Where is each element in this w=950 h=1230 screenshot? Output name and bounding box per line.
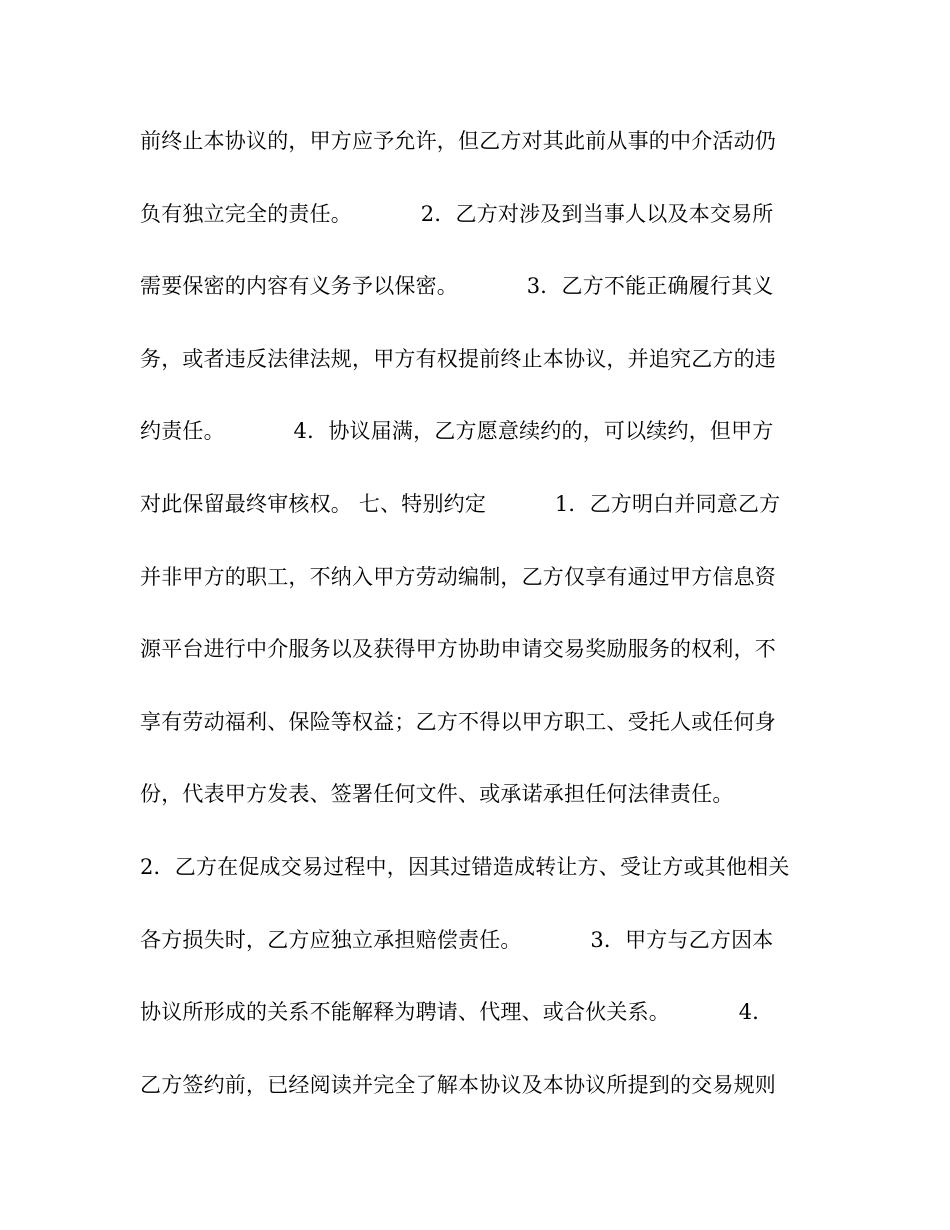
text-line: 享有劳动福利、保险等权益；乙方不得以甲方职工、受托人或任何身: [140, 709, 776, 734]
text-line: 对此保留最终审核权。 七、特别约定 1．乙方明白并同意乙方: [140, 491, 781, 516]
text-line: 协议所形成的关系不能解释为聘请、代理、或合伙关系。 4．: [140, 1000, 774, 1025]
text-line: 2．乙方在促成交易过程中，因其过错造成转让方、受让方或其他相关: [140, 854, 790, 879]
text-line: 源平台进行中介服务以及获得甲方协助申请交易奖励服务的权利，不: [140, 637, 776, 662]
text-line: 约责任。 4．协议届满，乙方愿意续约的，可以续约，但甲方: [140, 419, 774, 444]
text-line: 务，或者违反法律法规，甲方有权提前终止本协议，并追究乙方的违: [140, 346, 776, 371]
text-line: 份，代表甲方发表、签署任何文件、或承诺承担任何法律责任。: [140, 782, 734, 807]
text-line: 各方损失时，乙方应独立承担赔偿责任。 3．甲方与乙方因本: [140, 927, 774, 952]
text-line: 前终止本协议的，甲方应予允许，但乙方对其此前从事的中介活动仍: [140, 129, 776, 153]
text-line: 需要保密的内容有义务予以保密。 3．乙方不能正确履行其义: [140, 274, 774, 299]
document-body: [140, 118, 840, 1134]
text-line: 乙方签约前，已经阅读并完全了解本协议及本协议所提到的交易规则: [140, 1072, 776, 1097]
text-line: 并非甲方的职工，不纳入甲方劳动编制，乙方仅享有通过甲方信息资: [140, 564, 776, 589]
text-line: 负有独立完全的责任。 2．乙方对涉及到当事人以及本交易所: [140, 201, 774, 226]
